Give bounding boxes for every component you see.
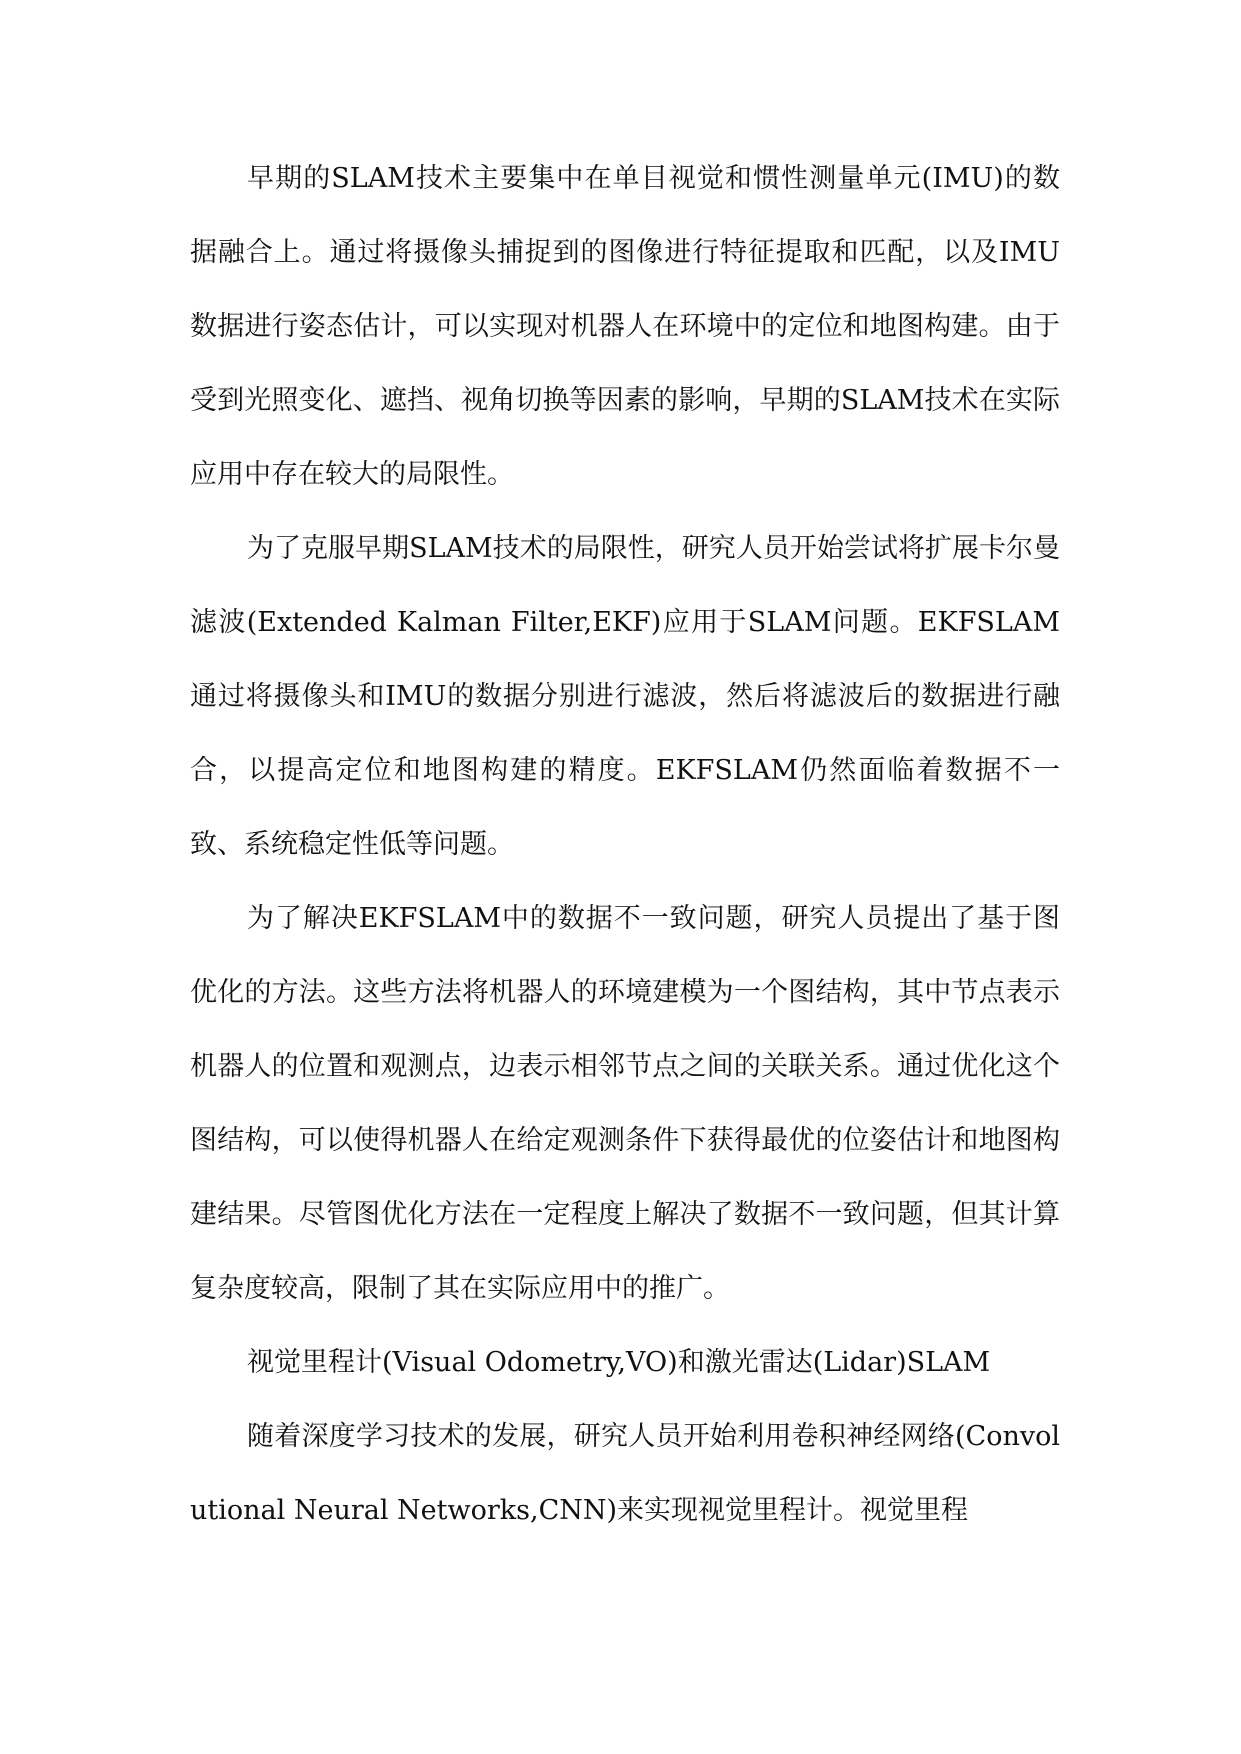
document-body — [190, 142, 1060, 1548]
paragraph-graph-optimization: 为了解决EKFSLAM中的数据不一致问题，研究人员提出了基于图优化的方法。这些方法将机器人的环境建模为一个图结构，其中节点表示机器人的位置和观测点，边表示相邻节点之间的关联关系。通过优化这个图结构，可以使得机器人在给定观测条件下获得最优的位姿估计和地图构建结果。尽管图优化方法在一定程度上解决了数据不一致问题，但其计算复杂度较高，限制了其在实际应用中的推广。 — [190, 903, 1060, 1304]
paragraph-ekf-slam: 为了克服早期SLAM技术的局限性，研究人员开始尝试将扩展卡尔曼滤波(Extended Kalman Filter,EKF)应用于SLAM问题。EKFSLAM通过将摄像头和IMU的数据分别进行滤波，然后将滤波后的数据进行融合，以提高定位和地图构建的精度。EKFSLAM仍然面临着数据不一致、系统稳定性低等问题。 — [190, 533, 1060, 860]
paragraph-deep-learning-vo: 随着深度学习技术的发展，研究人员开始利用卷积神经网络(Convolutional Neural Networks,CNN)来实现视觉里程计。视觉里程 — [190, 1421, 1060, 1526]
paragraph-vo-lidar-heading: 视觉里程计(Visual Odometry,VO)和激光雷达(Lidar)SLAM — [247, 1347, 991, 1378]
paragraph-early-slam: 早期的SLAM技术主要集中在单目视觉和惯性测量单元(IMU)的数据融合上。通过将摄像头捕捉到的图像进行特征提取和匹配，以及IMU数据进行姿态估计，可以实现对机器人在环境中的定位和地图构建。由于受到光照变化、遮挡、视角切换等因素的影响，早期的SLAM技术在实际应用中存在较大的局限性。 — [190, 163, 1060, 490]
